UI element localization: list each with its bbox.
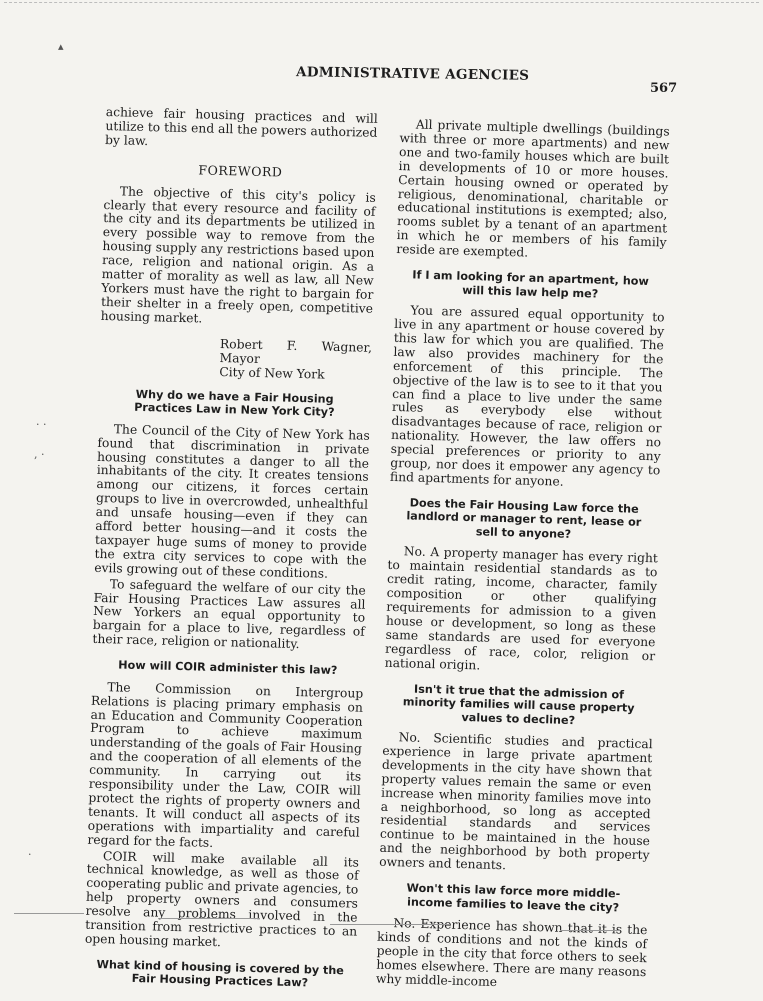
- right-column: [376, 118, 670, 996]
- scan-artifact-line: [330, 924, 450, 925]
- intro-paragraph: achieve fair housing practices and will utilize to this end all the powers authorized by law.: [104, 105, 378, 148]
- scan-artifact-line: [160, 918, 260, 919]
- running-header: ADMINISTRATIVE AGENCIES: [295, 64, 530, 84]
- body-paragraph: To safeguard the welfare of our city the Fair Housing Practices Law assures all New Yorkers an equal opportunity to bargain for a place to live, regardless of their race, religion or nationality.: [92, 576, 367, 652]
- margin-mark: ▴: [58, 40, 64, 53]
- foreword-paragraph: The objective of this city's policy is clearly that every resource and facility of the city and its departments be utilized in every possible way to remove from the housing supply any restrictions based upon race, religion and national origin. As a matter of morality as well as law, all New Yorkers must have the right to bargain for their shelter in a freely open, competitive housing market.: [100, 184, 376, 326]
- section-heading: Won't this law force more middle-income families to leave the city?: [406, 881, 621, 914]
- top-edge-border: [4, 2, 759, 3]
- section-heading: What kind of housing is covered by the Fair Housing Practices Law?: [96, 957, 345, 990]
- body-paragraph: The Council of the City of New York has found that discrimination in private housing constitutes a danger to all the inhabitants of the city. It creates tensions among our citizens, it forces certain groups to live in overcrowded, unhealthful and unsafe housing—even if they can afford better housing—and it costs the taxpayer huge sums of money to provide the extra city services to cope with the evils growing out of these conditions.: [94, 421, 370, 581]
- left-column: [84, 106, 378, 1001]
- margin-mark: , ·: [34, 448, 45, 461]
- scan-artifact-line: [560, 930, 620, 931]
- body-paragraph: All private multiple dwellings (buildings with three or more apartments) and new one and two-family houses which are built in developments of 10 or more houses. Certain housing owned or operated by religious, denominational, charitable or educational institutions is exempted; also, rooms sublet by a tenant of an apartment in which he or members of his family reside are exempted.: [396, 117, 670, 260]
- signature-city: City of New York: [219, 364, 325, 382]
- body-paragraph: COIR will make available all its technical knowledge, as well as those of cooperating public and private agencies, to help property owners and consumers resolve any problems involved in the transition from restrictive practices to an open housing market.: [84, 848, 360, 950]
- signature: [219, 337, 372, 383]
- signature-name: Robert F. Wagner, Mayor: [219, 336, 373, 366]
- section-heading: Isn't it true that the admission of minority families will cause property values to decline?: [402, 682, 635, 727]
- body-paragraph: No. Scientific studies and practical experience in large private apartment developments in the city have shown that property values remain the same or even increase when minority families move into a neighborhood, so long as accepted residential standards and services continue to be maintained in the house and the neighborhood by both property owners and tenants.: [379, 730, 653, 873]
- body-paragraph: No. A property manager has every right to maintain residential standards as to credit rating, income, character, family composition or other qualifying requirements for admission to a given house or development, so long as these same standards are used for everyone regardless of race, color, religion or national origin.: [384, 544, 658, 673]
- section-heading: How will COIR administer this law?: [118, 658, 338, 678]
- margin-mark: · ·: [36, 418, 47, 431]
- margin-mark: ·: [28, 848, 32, 861]
- body-paragraph: You are assured equal opportunity to live in any apartment or house covered by this law for which you are qualified. The law also provides machinery for the enforcement of this principle. The objective of the law is to see to it that you can find a place to live under the same rules as everybody else without disadvantages because of race, religion or nationality. However, the law offers no special preferences or priority to any group, nor does it empower any agency to find apartments for anyone.: [389, 303, 665, 489]
- scan-artifact-line: [14, 913, 84, 914]
- section-heading: If I am looking for an apartment, how will this law help me?: [412, 268, 649, 301]
- page-number: 567: [650, 81, 678, 96]
- body-paragraph: The Commission on Intergroup Relations is placing primary emphasis on an Education and Community Cooperation Program to achieve maximum understanding of the goals of Fair Housing and the cooperation of all elements of the community. In carrying out its responsibility under the Law, COIR will protect the rights of property owners and tenants. It will conduct all aspects of its operations with impartiality and careful regard for the facts.: [87, 679, 364, 850]
- section-heading: Does the Fair Housing Law force the landlord or manager to rent, lease or sell to anyone?: [406, 496, 642, 541]
- body-paragraph: No. Experience has shown that it is the kinds of conditions and not the kinds of people in the city that force others to seek homes elsewhere. There are many reasons why middle-income: [375, 916, 648, 989]
- section-heading: Why do we have a Fair Housing Practices Law in New York City?: [133, 387, 335, 420]
- foreword-title: FOREWORD: [198, 162, 283, 180]
